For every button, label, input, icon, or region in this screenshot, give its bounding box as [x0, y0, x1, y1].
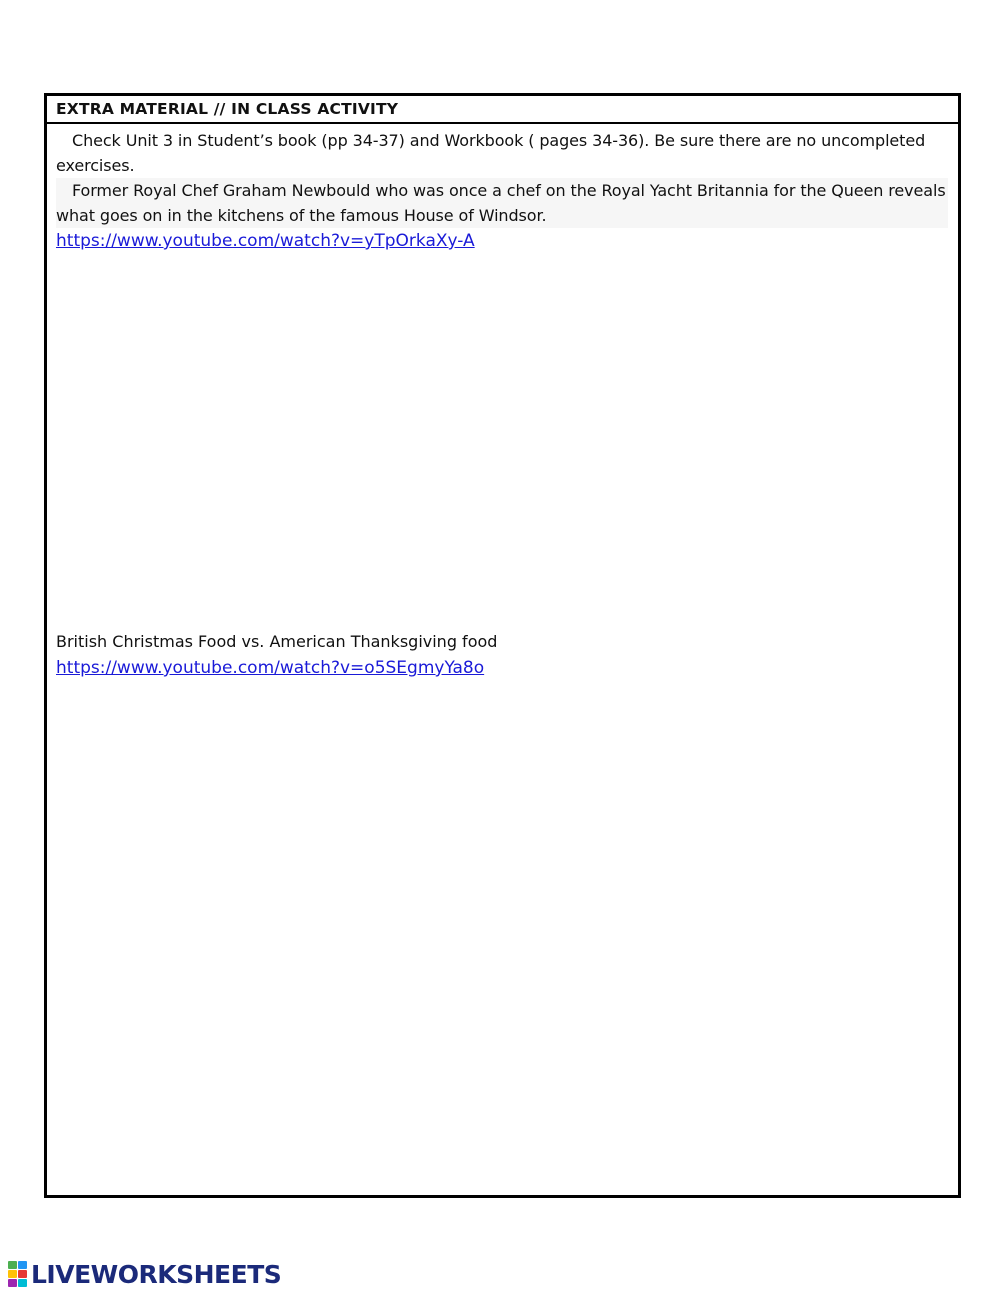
worksheet-box [44, 93, 961, 1198]
worksheet-content [47, 124, 958, 254]
video-link-2[interactable]: https://www.youtube.com/watch?v=o5SEgmyYa8o [56, 658, 485, 678]
section-2-title: British Christmas Food vs. American Thanksgiving food [56, 632, 498, 651]
video-link-1[interactable]: https://www.youtube.com/watch?v=yTpOrkaXy-A [56, 231, 475, 251]
video-description-paragraph: Former Royal Chef Graham Newbould who was once a chef on the Royal Yacht Britannia for the Queen reveals what goes on in the kitchens of the famous House of Windsor. [56, 178, 948, 228]
instruction-paragraph: Check Unit 3 in Student’s book (pp 34-37) and Workbook ( pages 34-36). Be sure there are no uncompleted exercises. [56, 131, 926, 175]
liveworksheets-logo-icon [8, 1261, 28, 1287]
liveworksheets-logo[interactable] [8, 1259, 281, 1289]
logo-text: LIVEWORKSHEETS [31, 1259, 282, 1289]
section-2 [56, 629, 497, 681]
worksheet-title: EXTRA MATERIAL // IN CLASS ACTIVITY [56, 100, 399, 118]
worksheet-header [47, 96, 958, 124]
